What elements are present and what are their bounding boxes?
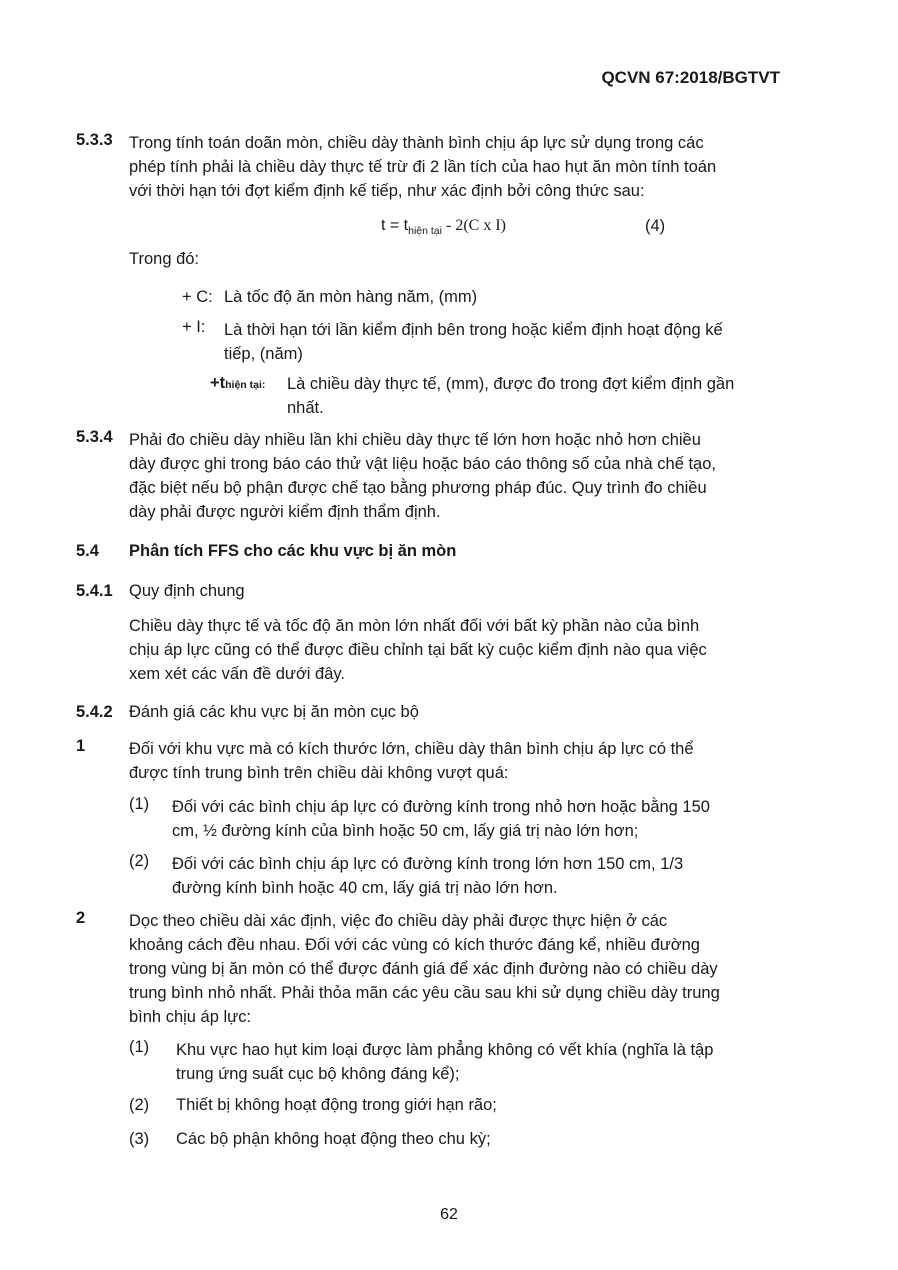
text-line: được tính trung bình trên chiều dài không vượt quá:: [129, 764, 509, 782]
def-i-label: + I:: [182, 318, 206, 336]
text-line: dày được ghi trong báo cáo thử vật liệu hoặc báo cáo thông số của nhà chế tạo,: [129, 455, 716, 473]
text-line: trung bình nhỏ nhất. Phải thỏa mãn các yêu cầu sau khi sử dụng chiều dày trung: [129, 984, 720, 1002]
section-5-4-1-title: Quy định chung: [129, 582, 245, 600]
section-5-4-1-text: [129, 614, 780, 686]
text-line: bình chịu áp lực:: [129, 1008, 252, 1026]
item-2-sub-3-text: Các bộ phận không hoạt động theo chu kỳ;: [176, 1130, 491, 1148]
text-line: phép tính phải là chiều dày thực tế trừ đi 2 lần tích của hao hụt ăn mòn tính toán: [129, 158, 717, 176]
def-c-label: + C:: [182, 288, 213, 306]
def-t-subscript: hiện tại:: [225, 379, 266, 391]
text-line: chịu áp lực cũng có thể được điều chỉnh tại bất kỳ cuộc kiểm định nào qua việc: [129, 641, 707, 659]
formula-subscript: hiện tại: [408, 225, 442, 237]
formula-number: (4): [645, 217, 666, 235]
def-t-symbol: +t: [210, 374, 226, 392]
section-5-3-3-text: [129, 131, 780, 203]
item-2-sub-1-text: [176, 1038, 780, 1086]
text-line: trung ứng suất cục bộ không đáng kể);: [176, 1065, 460, 1083]
text-line: dày phải được người kiểm định thẩm định.: [129, 503, 441, 521]
text-line: cm, ½ đường kính của bình hoặc 50 cm, lấy giá trị nào lớn hơn;: [172, 822, 639, 840]
section-5-4-title: Phân tích FFS cho các khu vực bị ăn mòn: [129, 542, 457, 560]
def-c-text: Là tốc độ ăn mòn hàng năm, (mm): [224, 288, 478, 306]
item-number-2: 2: [76, 909, 86, 927]
text-line: Khu vực hao hụt kim loại được làm phẳng không có vết khía (nghĩa là tập: [176, 1041, 714, 1059]
section-5-4-2-title: Đánh giá các khu vực bị ăn mòn cục bộ: [129, 703, 419, 721]
item-1-sub-2-text: [172, 852, 780, 900]
item-1-sub-2-label: (2): [129, 852, 150, 870]
section-number-5-3-3: 5.3.3: [76, 131, 113, 149]
text-line: Đối với các bình chịu áp lực có đường kính trong nhỏ hơn hoặc bằng 150: [172, 798, 710, 816]
section-5-3-4-text: [129, 428, 780, 524]
def-t-text: [287, 372, 780, 420]
text-line: Là chiều dày thực tế, (mm), được đo trong đợt kiểm định gần: [287, 375, 735, 393]
text-line: Chiều dày thực tế và tốc độ ăn mòn lớn nhất đối với bất kỳ phần nào của bình: [129, 617, 700, 635]
text-line: đường kính bình hoặc 40 cm, lấy giá trị nào lớn hơn.: [172, 879, 558, 897]
text-line: trong vùng bị ăn mòn có thể được đánh giá để xác định đường nào có chiều dày: [129, 960, 718, 978]
text-line: Trong tính toán doãn mòn, chiều dày thành bình chịu áp lực sử dụng trong các: [129, 134, 704, 152]
text-line: xem xét các vấn đề dưới đây.: [129, 665, 345, 683]
section-number-5-4-1: 5.4.1: [76, 582, 113, 600]
text-line: khoảng cách đều nhau. Đối với các vùng có kích thước đáng kể, nhiều đường: [129, 936, 700, 954]
item-1-sub-1-label: (1): [129, 795, 150, 813]
item-1-sub-1-text: [172, 795, 780, 843]
where-label: Trong đó:: [129, 250, 200, 268]
text-line: tiếp, (năm): [224, 345, 303, 363]
def-i-text: [224, 318, 780, 366]
item-2-text: [129, 909, 780, 1029]
section-number-5-4: 5.4: [76, 542, 99, 560]
def-t-label: [210, 374, 265, 393]
document-header: QCVN 67:2018/BGTVT: [601, 68, 780, 87]
text-line: đặc biệt nếu bộ phận được chế tạo bằng phương pháp đúc. Quy trình đo chiều: [129, 479, 707, 497]
text-line: Đối với các bình chịu áp lực có đường kính trong lớn hơn 150 cm, 1/3: [172, 855, 684, 873]
item-2-sub-3-label: (3): [129, 1130, 150, 1148]
text-line: Đối với khu vực mà có kích thước lớn, chiều dày thân bình chịu áp lực có thể: [129, 740, 694, 758]
item-1-text: [129, 737, 780, 785]
formula-4: [381, 217, 506, 237]
text-line: Phải đo chiều dày nhiều lần khi chiều dày thực tế lớn hơn hoặc nhỏ hơn chiều: [129, 431, 701, 449]
item-2-sub-2-label: (2): [129, 1096, 150, 1114]
text-line: nhất.: [287, 399, 324, 417]
item-number-1: 1: [76, 737, 86, 755]
section-number-5-4-2: 5.4.2: [76, 703, 113, 721]
formula-lhs: t = t: [381, 217, 409, 234]
page-number: 62: [440, 1206, 458, 1223]
text-line: Là thời hạn tới lần kiểm định bên trong hoặc kiểm định hoạt động kế: [224, 321, 723, 339]
item-2-sub-2-text: Thiết bị không hoạt động trong giới hạn rão;: [176, 1096, 497, 1114]
text-line: với thời hạn tới đợt kiểm định kế tiếp, như xác định bởi công thức sau:: [129, 182, 645, 200]
item-2-sub-1-label: (1): [129, 1038, 150, 1056]
section-number-5-3-4: 5.3.4: [76, 428, 113, 446]
formula-rhs: - 2(C x I): [441, 217, 506, 234]
text-line: Dọc theo chiều dài xác định, việc đo chiều dày phải được thực hiện ở các: [129, 912, 668, 930]
